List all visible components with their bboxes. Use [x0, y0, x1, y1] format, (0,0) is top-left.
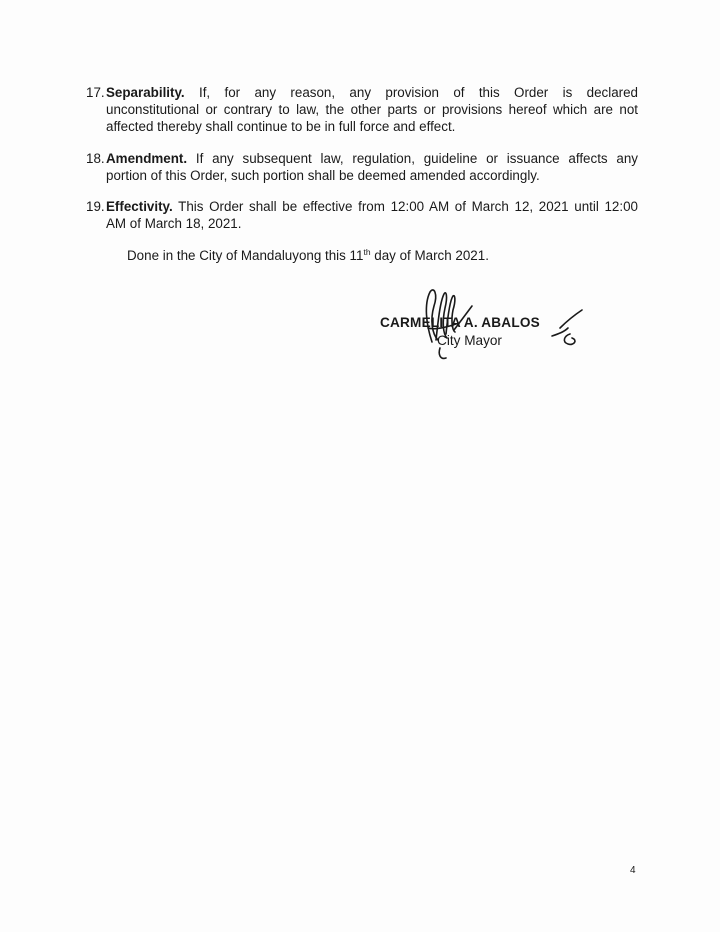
closing-text-after: day of March 2021.	[370, 248, 489, 263]
handwritten-signature	[410, 284, 610, 364]
provision-first-line	[106, 150, 638, 167]
provision-first-line	[106, 198, 638, 215]
closing-statement	[127, 247, 489, 264]
provision-text-rest: portion of this Order, such portion shall be deemed amended accordingly.	[106, 168, 540, 183]
ordinal-suffix: th	[363, 247, 371, 257]
provision-number: 18.	[86, 151, 105, 166]
provision-body	[106, 84, 638, 135]
provision-text-rest: unconstitutional or contrary to law, the other parts or provisions hereof which are not affected thereby shall continue to be in full force and effect.	[106, 102, 638, 134]
provision-heading: Amendment.	[106, 151, 188, 166]
provision-text-line1: If, for any reason, any provision of this Order is declared	[184, 85, 638, 100]
provision-heading: Separability.	[106, 85, 185, 100]
provision-text-line1: This Order shall be effective from 12:00 AM of March 12, 2021 until 12:00	[172, 199, 638, 214]
provision-text-line1: If any subsequent law, regulation, guideline or issuance affects any	[187, 151, 638, 166]
page-number: 4	[630, 865, 636, 876]
provision-number: 17.	[86, 85, 105, 100]
provision-text-rest: AM of March 18, 2021.	[106, 216, 242, 231]
provision-18	[86, 150, 638, 184]
provision-body	[106, 150, 638, 184]
provision-number: 19.	[86, 199, 105, 214]
provision-body	[106, 198, 638, 232]
provision-heading: Effectivity.	[106, 199, 173, 214]
provision-17	[86, 84, 638, 135]
provision-first-line	[106, 84, 638, 101]
signatory-name: CARMELITA A. ABALOS	[380, 315, 540, 330]
closing-text-before: Done in the City of Mandaluyong this 11	[127, 248, 364, 263]
provision-19	[86, 198, 638, 232]
signatory-title: City Mayor	[437, 333, 502, 348]
